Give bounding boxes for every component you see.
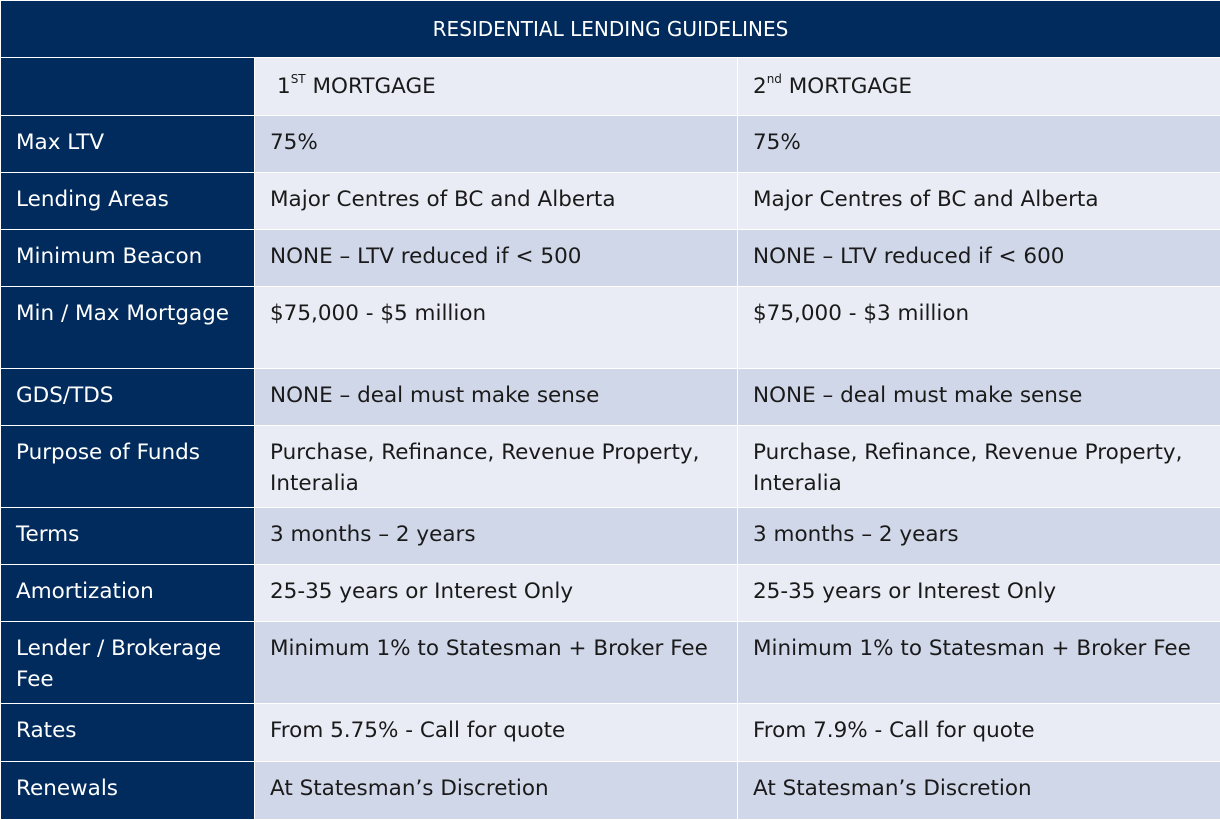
- table-row: [1, 508, 1220, 565]
- table-row: [1, 565, 1220, 622]
- first-mortgage-cell: 3 months – 2 years: [255, 508, 738, 565]
- second-mortgage-cell: NONE – LTV reduced if < 600: [738, 230, 1220, 287]
- row-label: GDS/TDS: [1, 369, 255, 426]
- second-mortgage-cell: From 7.9% - Call for quote: [738, 704, 1220, 762]
- first-mortgage-cell: 75%: [255, 116, 738, 173]
- table-row: [1, 230, 1220, 287]
- second-mortgage-cell: Purchase, Refinance, Revenue Property, Interalia: [738, 426, 1220, 508]
- row-label: Renewals: [1, 762, 255, 820]
- column-header-row: [1, 58, 1220, 116]
- row-label: Max LTV: [1, 116, 255, 173]
- second-mortgage-cell: 75%: [738, 116, 1220, 173]
- table-row: [1, 426, 1220, 508]
- first-mortgage-cell: At Statesman’s Discretion: [255, 762, 738, 820]
- first-mortgage-cell: Purchase, Refinance, Revenue Property, Interalia: [255, 426, 738, 508]
- first-mortgage-cell: NONE – deal must make sense: [255, 369, 738, 426]
- first-mortgage-cell: Minimum 1% to Statesman + Broker Fee: [255, 622, 738, 704]
- row-label: Purpose of Funds: [1, 426, 255, 508]
- first-mortgage-cell: $75,000 - $5 million: [255, 287, 738, 369]
- title-row: [1, 1, 1220, 58]
- row-label: Lending Areas: [1, 173, 255, 230]
- table-row: [1, 287, 1220, 369]
- table-row: [1, 369, 1220, 426]
- row-label: Minimum Beacon: [1, 230, 255, 287]
- table-row: [1, 704, 1220, 762]
- first-mortgage-cell: NONE – LTV reduced if < 500: [255, 230, 738, 287]
- table-title: RESIDENTIAL LENDING GUIDELINES: [1, 1, 1220, 58]
- row-label: Rates: [1, 704, 255, 762]
- table-row: [1, 116, 1220, 173]
- column-header-second-mortgage: 2nd MORTGAGE: [738, 58, 1220, 116]
- row-label: Lender / Brokerage Fee: [1, 622, 255, 704]
- first-mortgage-cell: Major Centres of BC and Alberta: [255, 173, 738, 230]
- table-row: [1, 173, 1220, 230]
- row-label: Terms: [1, 508, 255, 565]
- second-mortgage-cell: Minimum 1% to Statesman + Broker Fee: [738, 622, 1220, 704]
- second-mortgage-cell: NONE – deal must make sense: [738, 369, 1220, 426]
- second-mortgage-cell: 3 months – 2 years: [738, 508, 1220, 565]
- row-label: Min / Max Mortgage: [1, 287, 255, 369]
- second-mortgage-cell: Major Centres of BC and Alberta: [738, 173, 1220, 230]
- second-mortgage-cell: $75,000 - $3 million: [738, 287, 1220, 369]
- second-mortgage-cell: 25-35 years or Interest Only: [738, 565, 1220, 622]
- first-mortgage-cell: From 5.75% - Call for quote: [255, 704, 738, 762]
- column-header-first-mortgage: 1ST MORTGAGE: [255, 58, 738, 116]
- second-mortgage-cell: At Statesman’s Discretion: [738, 762, 1220, 820]
- row-label: Amortization: [1, 565, 255, 622]
- header-corner-cell: [1, 58, 255, 116]
- table-row: [1, 762, 1220, 820]
- first-mortgage-cell: 25-35 years or Interest Only: [255, 565, 738, 622]
- table-row: [1, 622, 1220, 704]
